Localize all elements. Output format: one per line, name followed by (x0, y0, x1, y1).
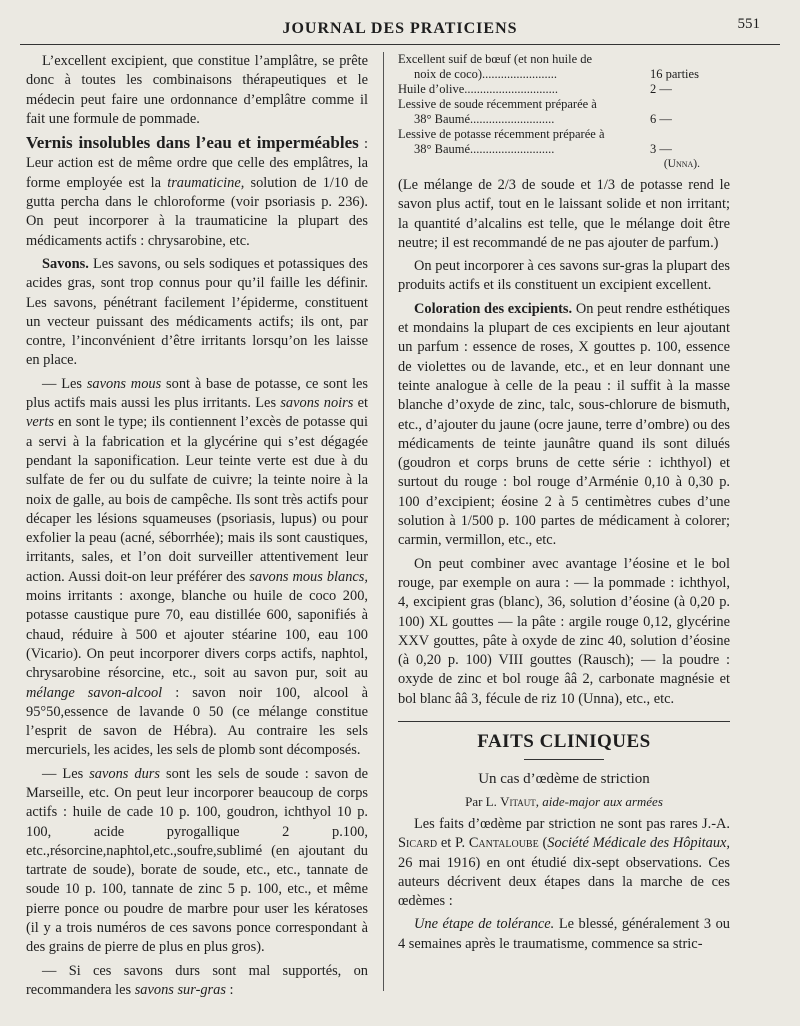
term-melange: mélange savon-alcool (26, 684, 163, 701)
paragraph-faits: Les faits d’œdème par striction ne sont pas rares J.-A. Sicard et P. Cantaloube (Société Médicale des Hôpitaux, 26 mai 1916) en ont étudié dix-sept observations. Ces auteurs décrivent deux étapes dans la marche de ces œdèmes : (398, 815, 730, 910)
paragraph-savons-mous: — Les savons mous sont à base de potasse, ce sont les plus actifs mais aussi les plus irritants. Les savons noirs et verts en sont le type; ils contiennent l’excès de potasse qui a servi à la fabrication et la glycérine qui s’est dégagée pendant la saponification. Leur teinte verte est due à du sulfate de fer ou du sulfate de cuivre; la teinte noire à la noix de galle, au bois de campêche. Ils sont très actifs pour décaper les lésions squameuses (psoriasis, lupus) ou pour exfolier la peau (acné, séborrhée); mais ils sont caustiques, irritants, sales, et l’on doit surveiller attentivement leur action. Aussi doit-on leur préférer des savons mous blancs, moins irritants : axonge, blanche ou huile de coco 200, potasse caustique pure 70, eau distillée 600, saponifiés à chaud, réduire à 500 et ajouter stéarine 100, eau 100 (Vicario). On peut incorporer divers corps actifs, naphtol, chrysarobine résorcine, etc., soit au savon pur, soit au mélange savon-alcool : savon noir 100, alcool à 95°50,essence de lavande 0 50 (ce mélange constitue l’esprit de savon de Hébra). Au contraire les sels mercuriels, les acides, les sels de plomb sont décomposés. (26, 375, 369, 759)
recipe-row: Lessive de soude récemment préparée à 38° Baumé........................... 6 — (398, 97, 672, 126)
journal-title: JOURNAL DES PRATICIENS (282, 20, 518, 37)
page-number: 551 (737, 16, 760, 32)
author-cantaloube: Cantaloube (468, 835, 539, 852)
recipe-attribution: (Unna). (663, 158, 700, 170)
paragraph-etape: Une étape de tolérance. Le blessé, généralement 3 ou 4 semaines après le traumatisme, commence sa stric- (398, 916, 730, 952)
recipe-row: Excellent suif de bœuf (et non huile de noix de coco)........................ 16 parties (398, 52, 699, 81)
paragraph-savons: Savons. Les savons, ou sels sodiques et potassiques des acides gras, sont trop connus pour qu’il faille les définir. Les savons, pénétrant facilement l’épiderme, constituent un vecteur puissant des médicaments actifs; ils ont, par contre, l’inconvénient d’être irritants lorsqu’on les laisse en place. (26, 255, 368, 369)
heading-savons: Savons. (42, 255, 89, 272)
term-etape-tolerance: Une étape de tolérance. (414, 916, 555, 933)
paragraph-savons-durs: — Les savons durs sont les sels de soude : savon de Marseille, etc. On peut leur incorporer beaucoup de corps actifs : huile de cade 10 p. 100, goudron, ichthyol 10 p. 100, acide pyrogallique 2 p.100, etc.,résorcine,naphtol,etc.,soufre,sublimé (en ajoutant du tartrate de soude), borate de soude, etc., etc., tannate de soude 10 p. 100, tannate de zinc 5 p. 100, etc., et même pierre ponce ou poudre de marbre pour user les kératoses (il y a trois numéros de ces savons ponce correspondant à des grains de pierre de plus en plus gros). (26, 765, 368, 956)
header-rule (20, 44, 780, 45)
left-column (26, 52, 368, 1004)
term-traumaticine: traumaticine, (167, 174, 245, 191)
heading-coloration: Coloration des excipients. (414, 300, 573, 317)
paragraph-sur-gras: — Si ces savons durs sont mal supportés, on recommandera les savons sur-gras : (26, 962, 368, 998)
paragraph-vernis: Vernis insolubles dans l’eau et imperméables : Leur action est de même ordre que celle des emplâtres, la forme employée est la traumaticine, solution de 1/10 de gutta percha dans le chloroforme (voir psoriasis p. 236). On peut incorporer à la traumaticine la plupart des médicaments actifs : chrysarobine, etc. (26, 133, 368, 249)
article-title: Un cas d’œdème de striction (478, 771, 650, 788)
term-verts: verts (26, 414, 54, 431)
term-savons-noirs: savons noirs (280, 395, 354, 412)
paragraph-incorporer: On peut incorporer à ces savons sur-gras la plupart des produits actifs et ils constituent un excipient excellent. (398, 258, 730, 294)
term-savons-durs: savons durs (89, 765, 160, 782)
recipe-table (398, 52, 730, 172)
author-name: Vitaut, (500, 793, 540, 809)
paragraph-coloration: Coloration des excipients. On peut rendre esthétiques et mondains la plupart de ces excipients en leur ajoutant un parfum : essence de roses, X gouttes p. 100, essence de violettes ou de lavande, etc., et en leur donnant une teinte analogue à celle de la peau : il suffit à la masse blanche d’oxyde de zinc, talc, sous-chlorure de bismuth, etc., d’ajouter du jaune (ocre jaune, terre d’ombre) ou des médicaments de teinte jaunâtre quand ils sont dilués (goudron et corps bruns de cette série : ichthyol) et surtout du rouge : bol rouge d’Arménie 0,10 à 0,30 p. 100 d’excipient; éosine 2 à 5 centimètres cubes d’une solution à 1/500 p. 100 partes de médicament à colorer; carmin, vermillon, etc., etc. (398, 300, 730, 549)
paragraph-emplatre: L’excellent excipient, que constitue l’amplâtre, se prête donc à toutes les combinaisons thérapeutiques et le médecin peut faire une ordonnance d’emplâtre comme il fait une formule de pommade. (26, 53, 368, 127)
term-savons-mous-blancs: savons mous blancs, (249, 568, 369, 585)
section-title: FAITS CLINIQUES (477, 731, 651, 753)
author-sicard: Sicard (398, 835, 438, 852)
paragraph-melange-note: (Le mélange de 2/3 de soude et 1/3 de potasse rend le savon plus actif, tout en le laissant solide et non irritant; la quantité d’alcalins est telle, que le mélange doit être neutre; il est recommandé de ne pas ajouter de parfum.) (398, 177, 730, 251)
term-savons-mous: savons mous (86, 375, 162, 392)
heading-vernis: Vernis insolubles dans l’eau et imperméables (26, 133, 359, 153)
section-divider (398, 721, 730, 722)
right-column (398, 52, 730, 958)
recipe-row: Lessive de potasse récemment préparée à 38° Baumé........................... 3 — (398, 127, 672, 156)
recipe-row: Huile d’olive.............................. 2 — (398, 82, 672, 96)
paragraph-combiner: On peut combiner avec avantage l’éosine et le bol rouge, par exemple on aura : — la pommade : ichthyol, 4, excipient gras (blanc), 36, solution d’éosine (à 0,20 p. 100) XL gouttes — la pâte : argile rouge 0,12, glycérine XXV gouttes, pâte à oxyde de zinc 40, solution d’éosine (à 0,20 p. 100) VIII gouttes (Rausch); — la poudre : oxyde de zinc et bol rouge ââ 2, carbonate magnésie et bol blanc ââ 3, fécule de riz 10 (Unna), etc., etc. (398, 555, 730, 707)
term-savons-sur-gras: savons sur-gras (134, 981, 226, 998)
page-header (40, 16, 760, 42)
column-divider (383, 52, 384, 991)
citation-societe: Société Médicale des Hôpitaux, (547, 835, 730, 852)
article-byline: Par L. Vitaut, aide-major aux armées (465, 793, 663, 809)
section-title-rule (524, 759, 604, 760)
